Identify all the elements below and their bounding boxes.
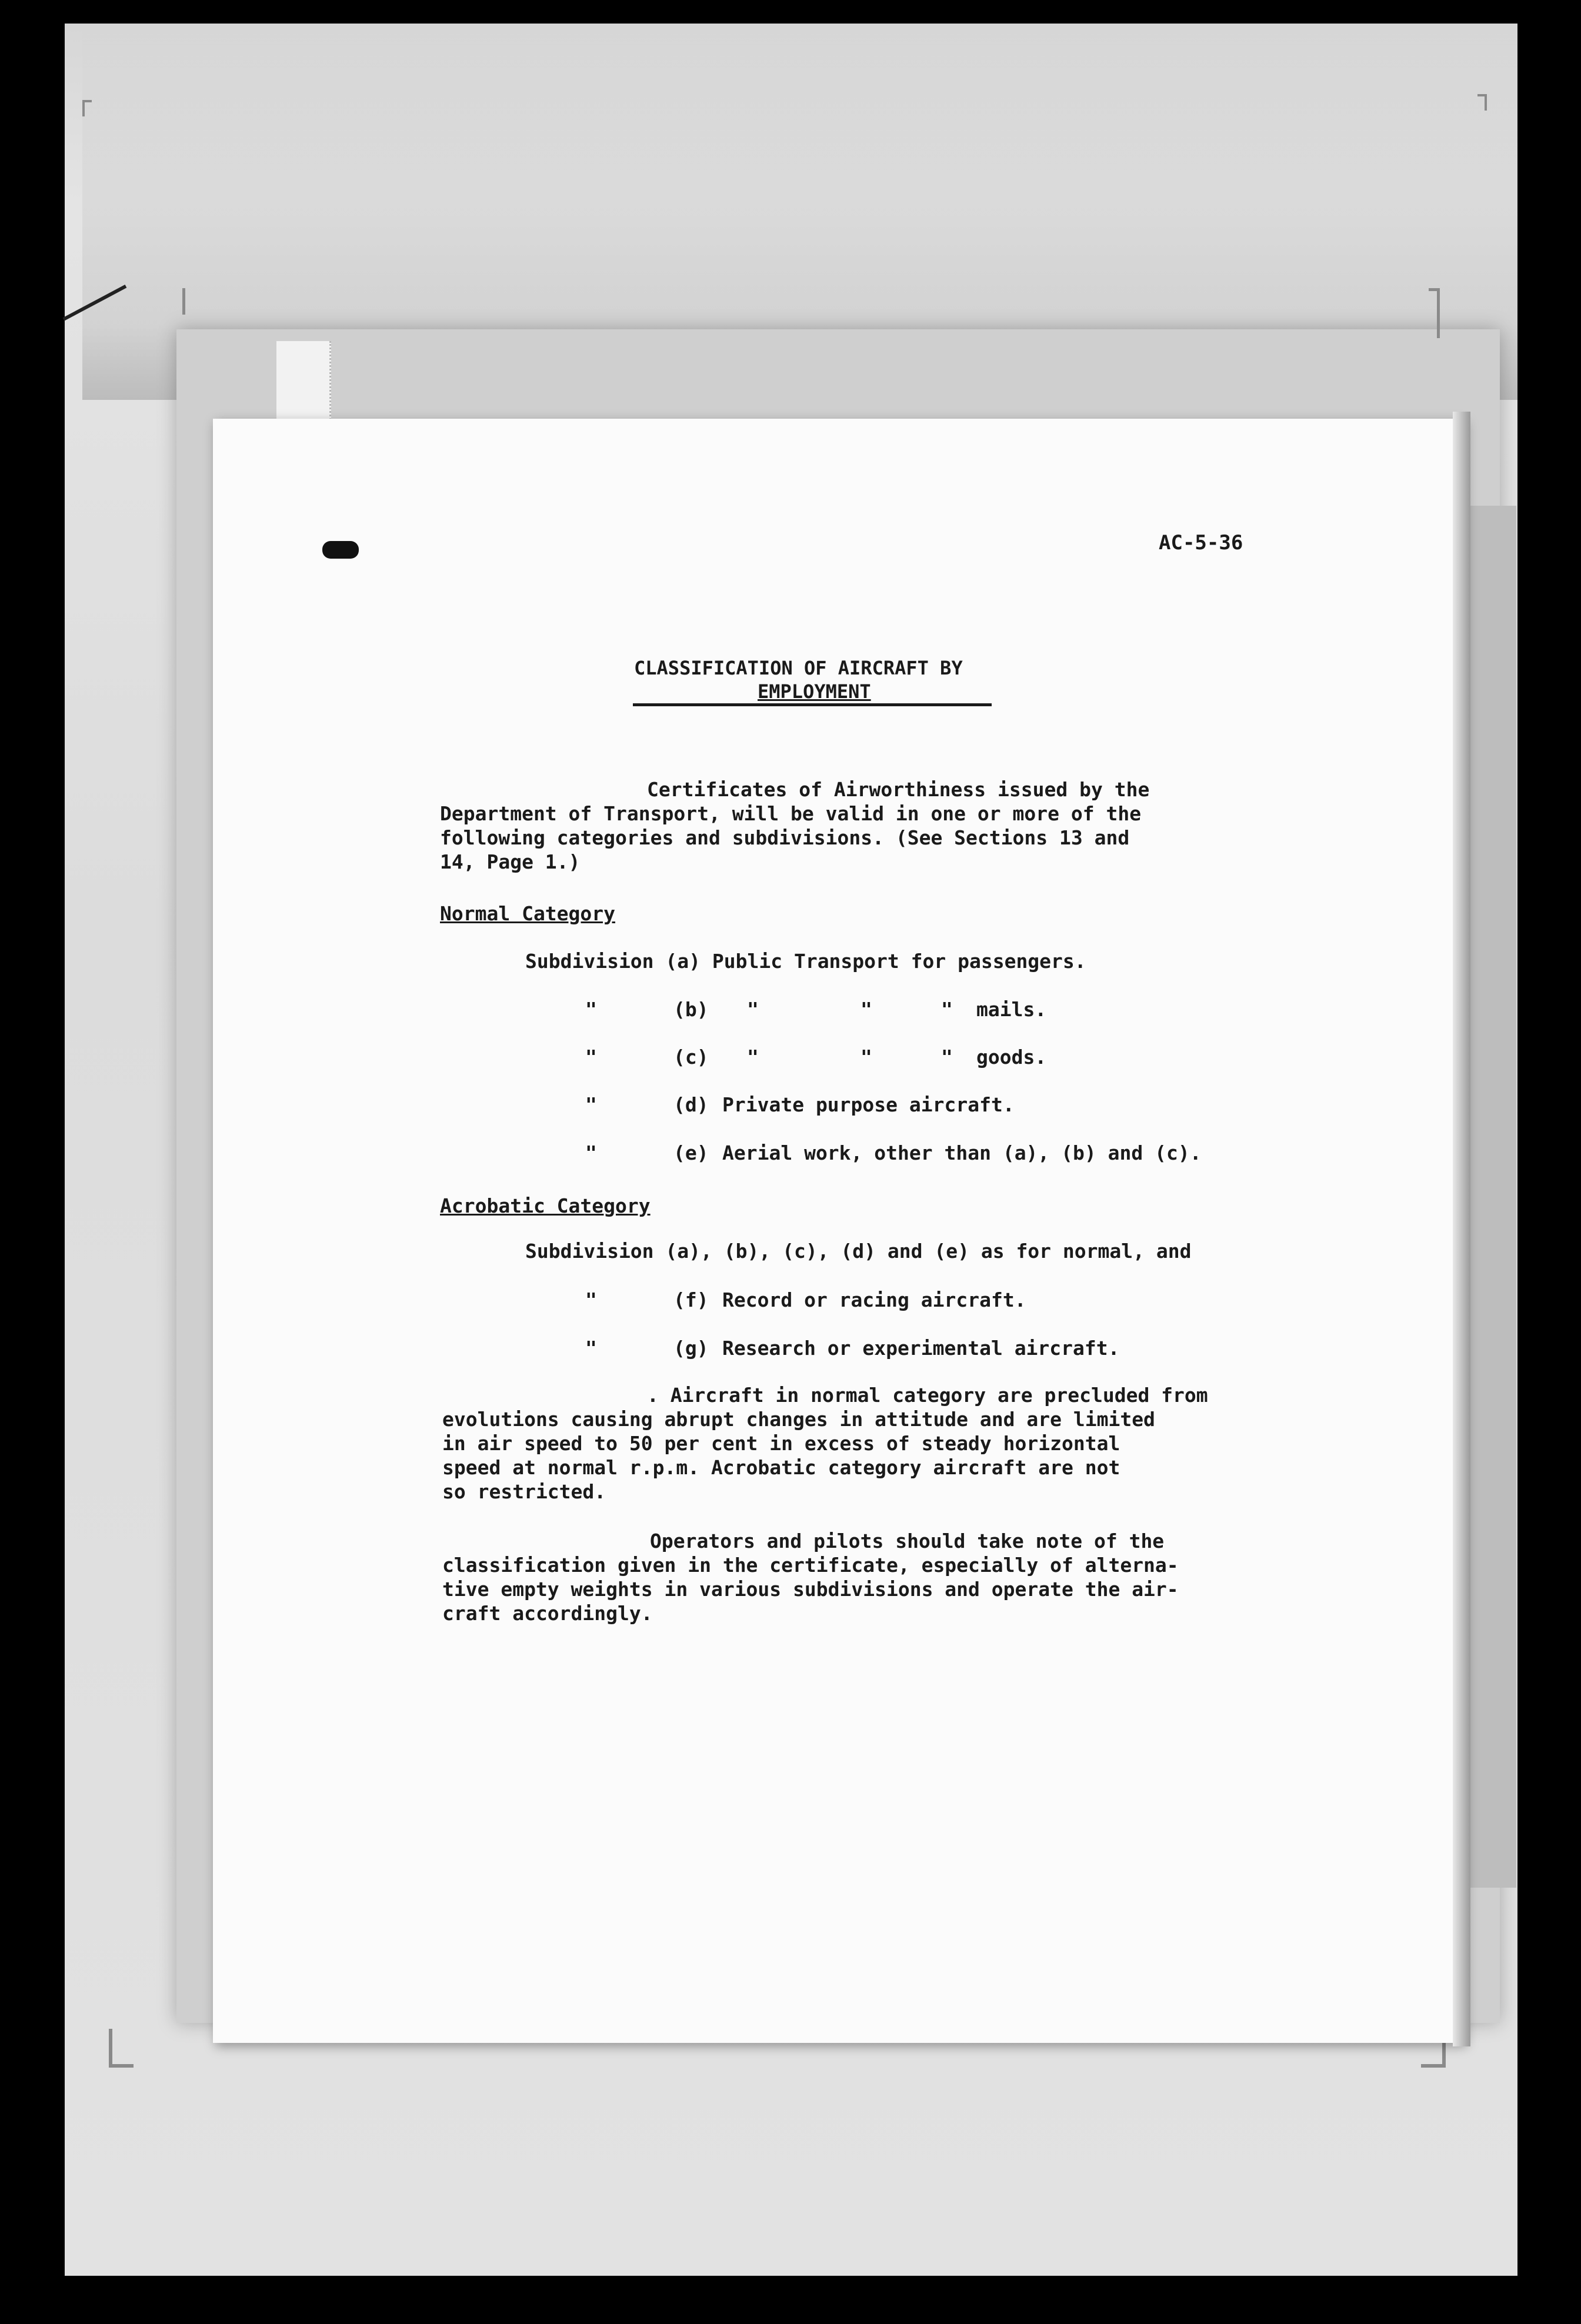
- ditto-mark: ": [585, 998, 597, 1021]
- intro-line-3: following categories and subdivisions. (See Sections 13 and: [440, 826, 1130, 849]
- subdivision-description: Research or experimental aircraft.: [722, 1337, 1120, 1360]
- acrobatic-category-heading: Acrobatic Category: [440, 1194, 651, 1217]
- subdivision-description: mails.: [976, 998, 1047, 1021]
- restriction-line-2: evolutions causing abrupt changes in attitude and are limited: [442, 1408, 1155, 1431]
- subdivision-letter: (b): [673, 998, 709, 1021]
- ditto-mark: ": [860, 1046, 872, 1068]
- title-underline: [633, 703, 992, 706]
- intro-line-2: Department of Transport, will be valid in one or more of the: [440, 802, 1142, 825]
- ditto-mark: ": [585, 1288, 597, 1311]
- intro-line-1: Certificates of Airworthiness issued by the: [647, 778, 1150, 801]
- normal-category-heading: Normal Category: [440, 902, 616, 925]
- document-id: AC-5-36: [1159, 531, 1243, 555]
- crop-mark-upper-right: [1429, 288, 1440, 338]
- subdivision-letter: (f): [673, 1288, 709, 1311]
- crop-mark-upper-left: [182, 288, 185, 315]
- restriction-line-4: speed at normal r.p.m. Acrobatic category aircraft are not: [442, 1456, 1120, 1479]
- ditto-mark: ": [941, 998, 953, 1021]
- ditto-mark: ": [941, 1046, 953, 1068]
- crop-mark-top-right: [1477, 94, 1487, 111]
- operators-line-2: classification given in the certificate, especially of alterna-: [442, 1554, 1179, 1577]
- normal-subdivision-a: Subdivision (a) Public Transport for passengers.: [525, 950, 1086, 973]
- ditto-mark: ": [860, 998, 872, 1021]
- ditto-mark: ": [585, 1046, 597, 1068]
- operators-line-3: tive empty weights in various subdivisions and operate the air-: [442, 1578, 1179, 1601]
- restriction-line-5: so restricted.: [442, 1480, 606, 1503]
- punch-hole-mark: [322, 541, 359, 559]
- document-title-line-2: EMPLOYMENT: [758, 680, 871, 703]
- ditto-mark: ": [585, 1141, 597, 1164]
- ditto-mark: ": [747, 1046, 759, 1068]
- subdivision-letter: (e): [673, 1141, 709, 1164]
- operators-line-1: Operators and pilots should take note of the: [650, 1530, 1165, 1552]
- crop-mark-bottom-left: [109, 2029, 134, 2068]
- subdivision-letter: (c): [673, 1046, 709, 1068]
- ditto-mark: ": [585, 1337, 597, 1360]
- restriction-line-1: . Aircraft in normal category are precluded from: [647, 1384, 1208, 1407]
- subdivision-description: Private purpose aircraft.: [722, 1093, 1015, 1116]
- ditto-mark: ": [585, 1093, 597, 1116]
- restriction-line-3: in air speed to 50 per cent in excess of steady horizontal: [442, 1432, 1120, 1455]
- crop-mark-top-left: [82, 100, 92, 116]
- intro-line-4: 14, Page 1.): [440, 850, 581, 873]
- subdivision-letter: (g): [673, 1337, 709, 1360]
- subdivision-description: Aerial work, other than (a), (b) and (c).: [722, 1141, 1202, 1164]
- backing-strip: [1463, 506, 1516, 1888]
- document-title-line-1: CLASSIFICATION OF AIRCRAFT BY: [634, 657, 963, 679]
- operators-line-4: craft accordingly.: [442, 1602, 653, 1625]
- ditto-mark: ": [747, 998, 759, 1021]
- subdivision-description: goods.: [976, 1046, 1047, 1068]
- page-edge: [1453, 412, 1470, 2046]
- subdivision-description: Record or racing aircraft.: [722, 1288, 1026, 1311]
- subdivision-letter: (d): [673, 1093, 709, 1116]
- acrobatic-subdivisions: Subdivision (a), (b), (c), (d) and (e) as for normal, and: [525, 1240, 1192, 1263]
